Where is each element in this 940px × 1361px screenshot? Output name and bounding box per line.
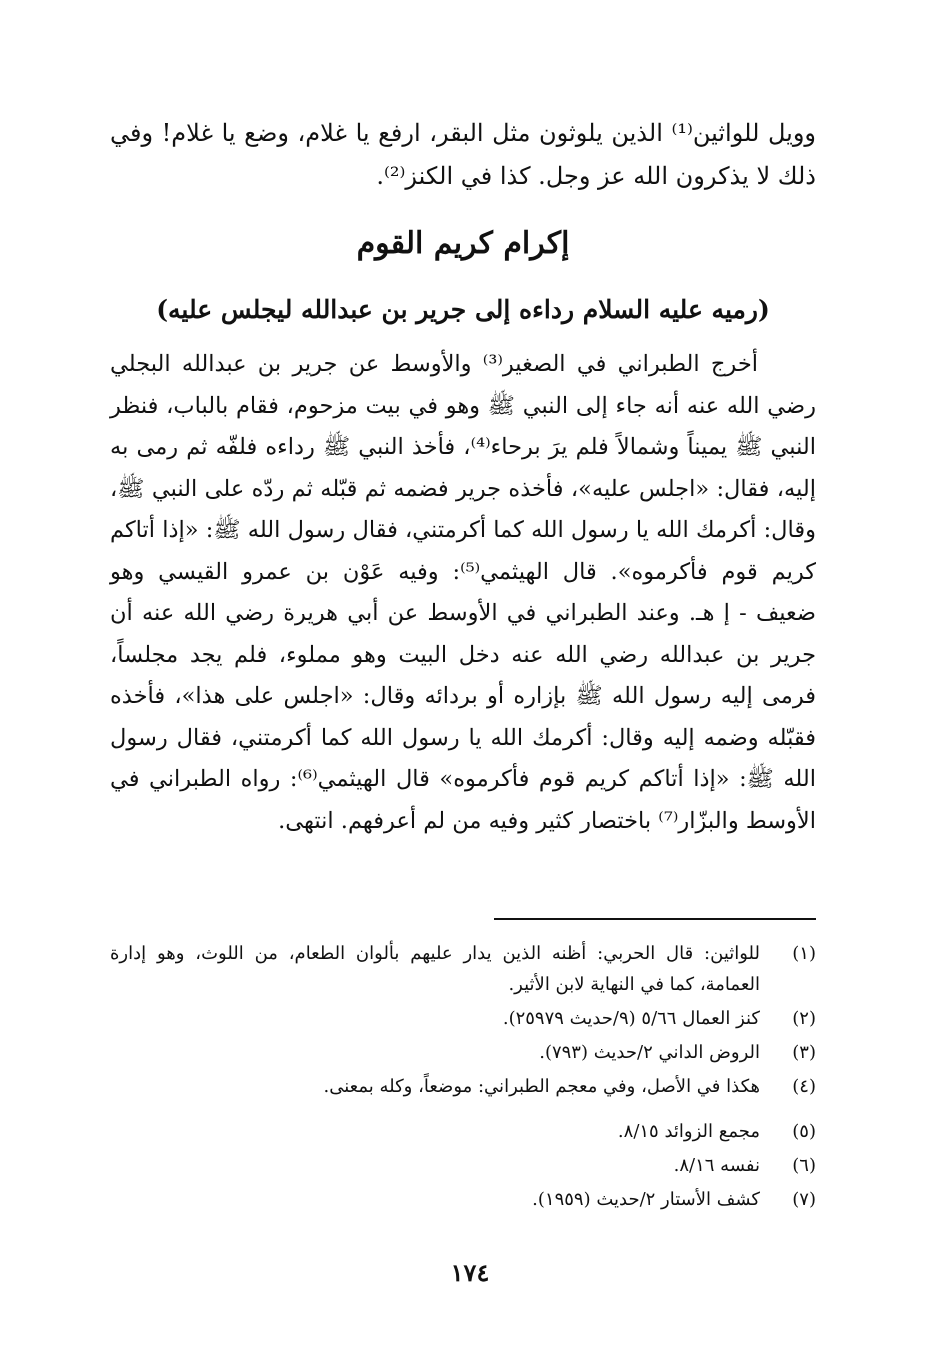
footnote-number: (٦) [792, 1155, 816, 1176]
footnote-text: كشف الأستار ٢/حديث (١٩٥٩). [532, 1189, 760, 1210]
footnote-7 [110, 1184, 816, 1215]
footnote-number: (٣) [792, 1042, 816, 1063]
footnote-text: مجمع الزوائد ٨/١٥. [617, 1121, 760, 1142]
footnote-5 [110, 1116, 816, 1147]
page-number: ١٧٤ [450, 1258, 490, 1287]
footnote-6 [110, 1150, 816, 1181]
intro-paragraph: وويل للواثين⁽¹⁾ الذين يلوثون مثل البقر، ارفع يا غلام، وضع يا غلام! وفي ذلك لا يذكرون الله عز وجل. كذا في الكنز⁽²⁾. [110, 119, 816, 190]
footnote-2 [110, 1003, 816, 1034]
footnote-3 [110, 1037, 816, 1068]
section-title: إكرام كريم القوم [356, 226, 570, 261]
body-paragraph: أخرج الطبراني في الصغير⁽³⁾ والأوسط عن جرير بن عبدالله البجلي رضي الله عنه أنه جاء إلى النبي ﷺ وهو في بيت مزحوم، فقام بالباب، فنظر النبي ﷺ يميناً وشمالاً فلم يرَ برحاء⁽⁴⁾، فأخذ النبي ﷺ رداءه فلفّه ثم رمى به إليه، فقال: «اجلس عليه»، فأخذه جرير فضمه ثم قبّله ثم ردّه على النبي ﷺ، وقال: أكرمك الله يا رسول الله كما أكرمتني، فقال رسول الله ﷺ: «إذا أتاكم كريم قوم فأكرموه». قال الهيثمي⁽⁵⁾: وفيه عَوْن بن عمرو القيسي وهو ضعيف - إ هـ. وعند الطبراني في الأوسط عن أبي هريرة رضي الله عنه أن جرير بن عبدالله رضي الله عنه دخل البيت وهو مملوء، فلم يجد مجلساً، فرمى إليه رسول الله ﷺ بإزاره أو بردائه وقال: «اجلس على هذا»، فأخذه فقبّله وضمه إليه وقال: أكرمك الله يا رسول الله كما أكرمتني، فقال رسول الله ﷺ: «إذا أتاكم كريم قوم فأكرموه» قال الهيثمي⁽⁶⁾: رواه الطبراني في الأوسط والبزّار⁽⁷⁾ باختصار كثير وفيه من لم أعرفهم. انتهى. [110, 351, 816, 834]
footnote-text: للواثين: قال الحربي: أظنه الذين يدار عليهم بألوان الطعام، من اللوث، وهو إدارة العمامة، كما في النهاية لابن الأثير. [110, 943, 760, 995]
footnote-text: كنز العمال ٥/٦٦ (٩/حديث ٢٥٩٧٩). [502, 1008, 760, 1029]
footnote-text: نفسه ٨/١٦. [673, 1155, 760, 1176]
footnote-text: هكذا في الأصل، وفي معجم الطبراني: موضعاً، وكله بمعنى. [323, 1076, 760, 1097]
footnote-number: (٤) [792, 1076, 816, 1097]
footnote-4 [110, 1071, 816, 1102]
footnote-number: (٥) [792, 1121, 816, 1142]
footnote-1 [110, 938, 816, 1000]
footnote-text: الروض الداني ٢/حديث (٧٩٣). [539, 1042, 760, 1063]
footnote-number: (٢) [792, 1008, 816, 1029]
footnote-separator [494, 918, 816, 920]
section-subtitle: (رميه عليه السلام رداءه إلى جرير بن عبدالله ليجلس عليه) [156, 295, 770, 324]
footnotes [110, 938, 816, 1218]
footnote-number: (١) [792, 943, 816, 964]
footnote-number: (٧) [792, 1189, 816, 1210]
